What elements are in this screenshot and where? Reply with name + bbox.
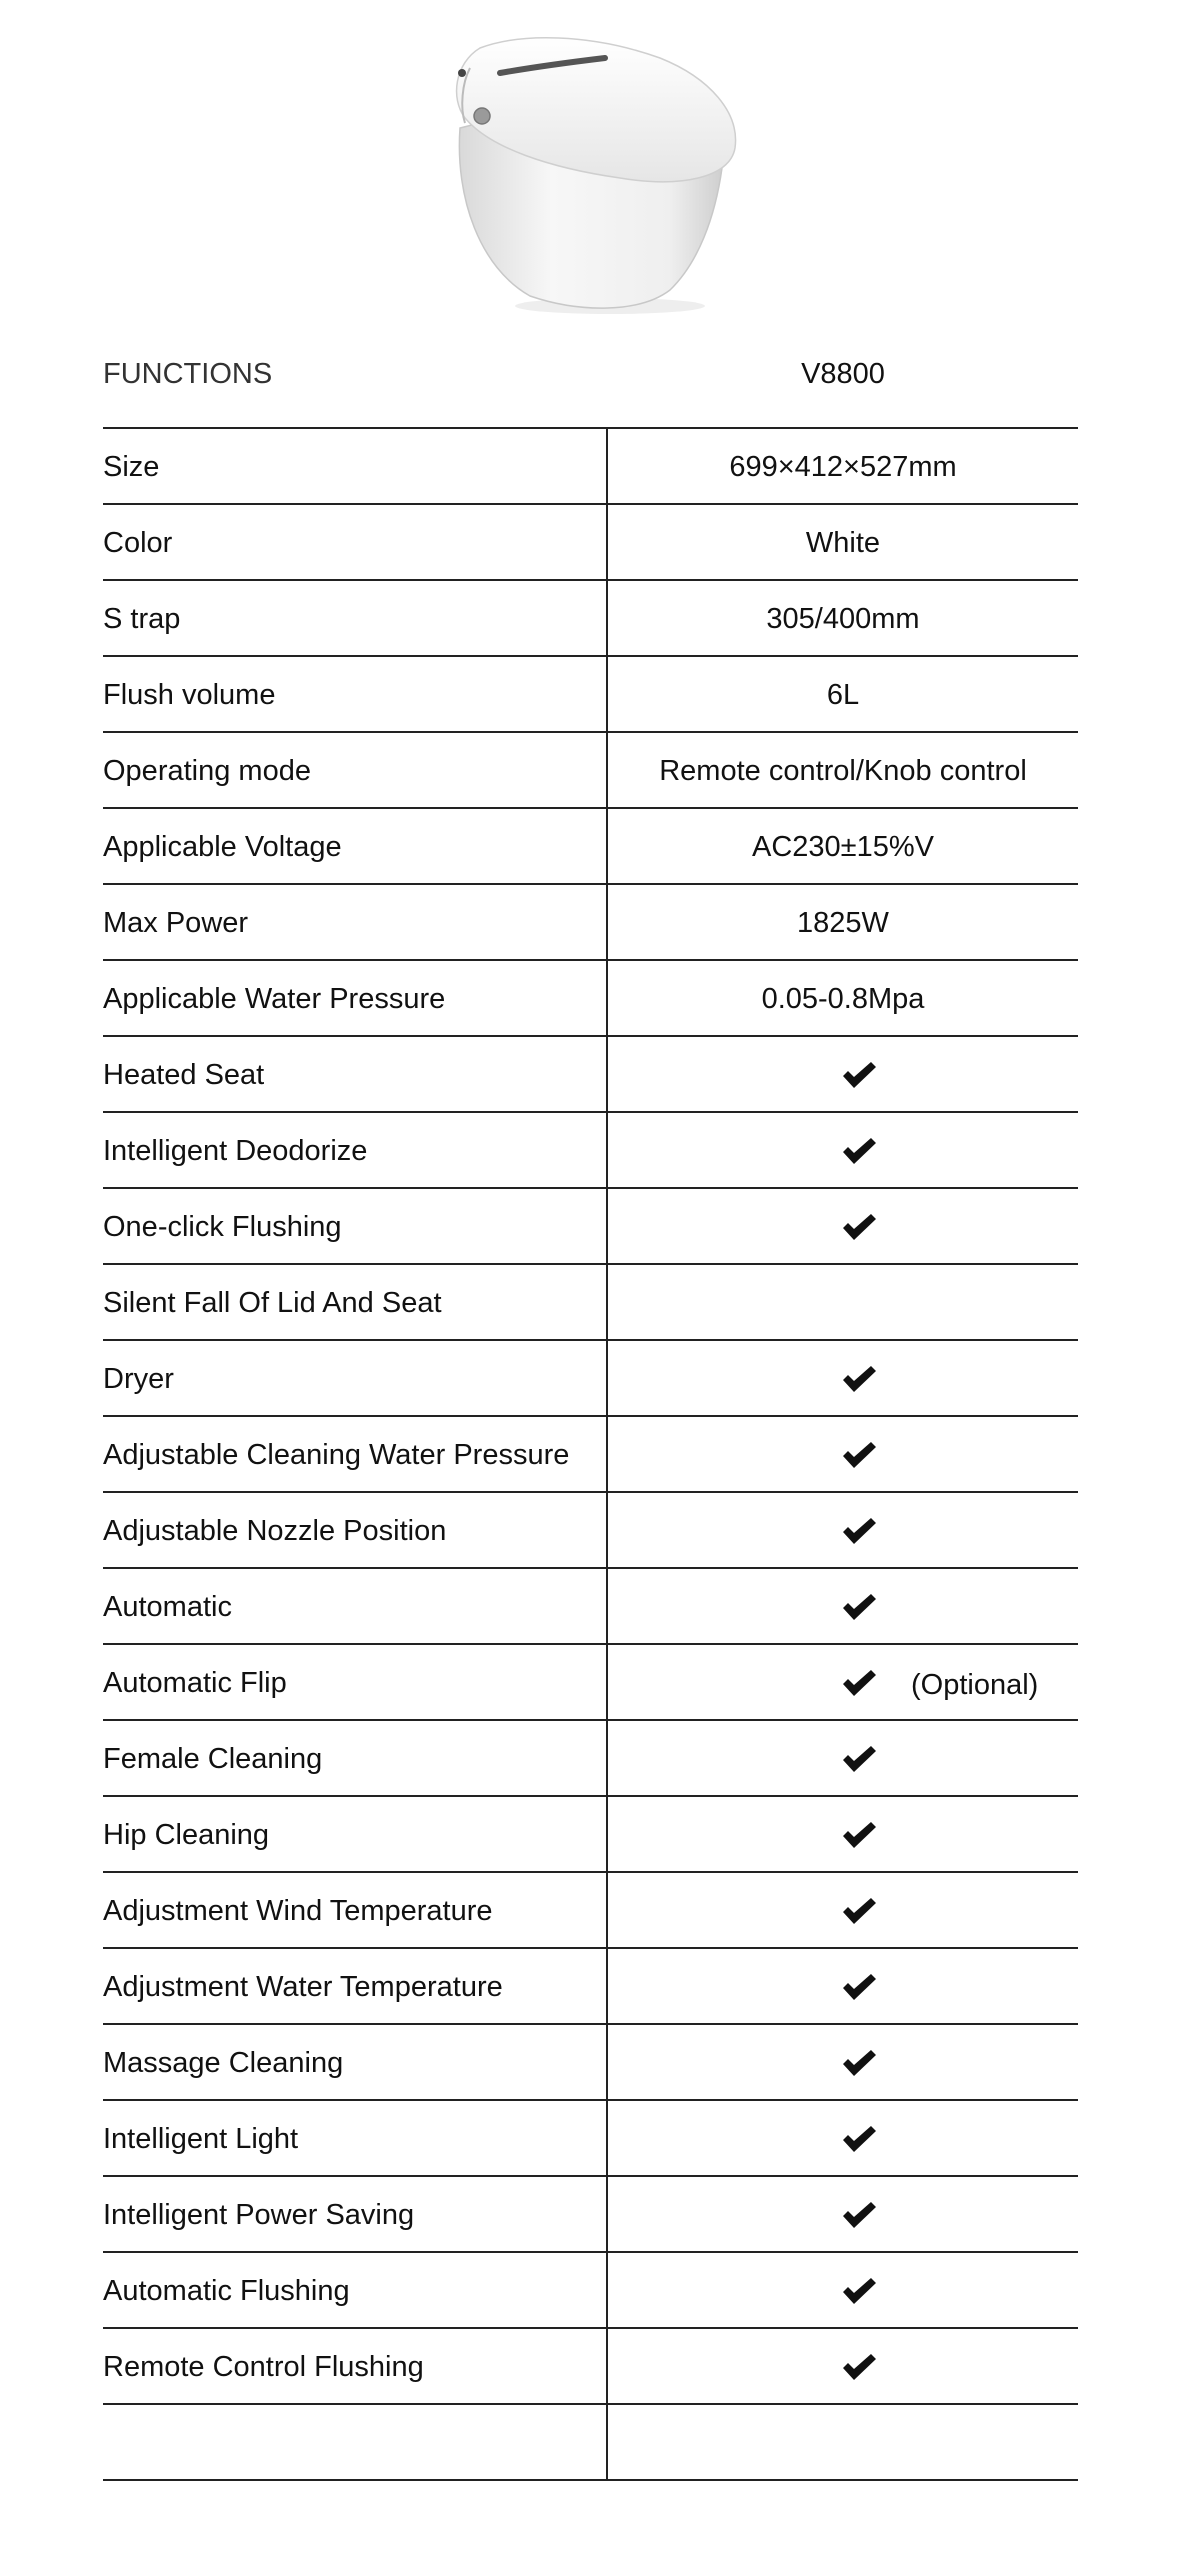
column-divider — [606, 1795, 608, 1871]
column-divider — [606, 1035, 608, 1111]
table-row — [103, 2403, 1078, 2481]
checkmark-icon — [840, 1592, 878, 1622]
table-row — [103, 1263, 1078, 1339]
column-divider — [606, 2403, 608, 2479]
checkmark-icon — [840, 1516, 878, 1546]
table-row — [103, 1491, 1078, 1567]
function-label: Automatic Flip — [103, 1667, 287, 1699]
function-label: Adjustment Wind Temperature — [103, 1895, 493, 1927]
function-label: Remote Control Flushing — [103, 2351, 424, 2383]
functions-column-header: FUNCTIONS — [103, 358, 273, 390]
table-row — [103, 1947, 1078, 2023]
function-label: Intelligent Light — [103, 2123, 299, 2155]
checkmark-icon — [840, 2124, 878, 2154]
table-row — [103, 1111, 1078, 1187]
column-divider — [606, 1187, 608, 1263]
function-label: Adjustment Water Temperature — [103, 1971, 503, 2003]
table-row — [103, 503, 1078, 579]
table-row — [103, 2327, 1078, 2403]
function-label: Intelligent Power Saving — [103, 2199, 415, 2231]
column-divider — [606, 1643, 608, 1719]
spec-value: White — [805, 527, 881, 559]
column-divider — [606, 1719, 608, 1795]
spec-value: Remote control/Knob control — [659, 755, 1027, 787]
checkmark-icon — [840, 1440, 878, 1470]
column-divider — [606, 1567, 608, 1643]
column-divider — [606, 2099, 608, 2175]
table-row — [103, 655, 1078, 731]
table-row — [103, 1567, 1078, 1643]
column-divider — [606, 1947, 608, 2023]
checkmark-icon — [840, 2200, 878, 2230]
table-row — [103, 1339, 1078, 1415]
table-row — [103, 1795, 1078, 1871]
checkmark-icon — [840, 1212, 878, 1242]
function-label: Applicable Water Pressure — [103, 983, 446, 1015]
spec-value: 0.05-0.8Mpa — [761, 983, 925, 1015]
table-row — [103, 1719, 1078, 1795]
function-label: Automatic Flushing — [103, 2275, 350, 2307]
smart-toilet-image — [440, 28, 750, 318]
function-label: Dryer — [103, 1363, 174, 1395]
column-divider — [606, 1263, 608, 1339]
function-label: Color — [103, 527, 173, 559]
column-divider — [606, 1111, 608, 1187]
checkmark-icon — [840, 1972, 878, 2002]
spec-value: 305/400mm — [766, 603, 920, 635]
table-row — [103, 883, 1078, 959]
column-divider — [606, 2175, 608, 2251]
checkmark-icon — [840, 1668, 878, 1698]
spec-table — [103, 427, 1078, 2481]
table-row — [103, 1643, 1078, 1719]
table-header — [103, 350, 1078, 400]
function-label: Female Cleaning — [103, 1743, 323, 1775]
table-row — [103, 2023, 1078, 2099]
checkmark-icon — [840, 1364, 878, 1394]
checkmark-icon — [840, 1896, 878, 1926]
checkmark-icon — [840, 2352, 878, 2382]
function-label: Adjustable Nozzle Position — [103, 1515, 447, 1547]
table-row — [103, 1035, 1078, 1111]
function-label: Hip Cleaning — [103, 1819, 270, 1851]
function-label: Automatic — [103, 1591, 232, 1623]
spec-value: 6L — [826, 679, 860, 711]
table-row — [103, 2251, 1078, 2327]
function-label: S trap — [103, 603, 181, 635]
table-row — [103, 1871, 1078, 1947]
checkmark-icon — [840, 2048, 878, 2078]
function-label: Flush volume — [103, 679, 276, 711]
function-label: Massage Cleaning — [103, 2047, 344, 2079]
table-row — [103, 1415, 1078, 1491]
function-label: Size — [103, 451, 160, 483]
function-label: Operating mode — [103, 755, 311, 787]
function-label: Adjustable Cleaning Water Pressure — [103, 1439, 570, 1471]
table-row — [103, 427, 1078, 503]
checkmark-icon — [840, 1060, 878, 1090]
function-label: One-click Flushing — [103, 1211, 342, 1243]
column-divider — [606, 2023, 608, 2099]
table-row — [103, 2175, 1078, 2251]
checkmark-icon — [840, 2276, 878, 2306]
column-divider — [606, 1871, 608, 1947]
checkmark-icon — [840, 1136, 878, 1166]
column-divider — [606, 1415, 608, 1491]
table-row — [103, 2099, 1078, 2175]
function-label: Applicable Voltage — [103, 831, 342, 863]
table-row — [103, 959, 1078, 1035]
column-divider — [606, 1491, 608, 1567]
function-label: Heated Seat — [103, 1059, 265, 1091]
model-column-header: V8800 — [801, 358, 885, 390]
function-label: Max Power — [103, 907, 249, 939]
table-row — [103, 1187, 1078, 1263]
column-divider — [606, 2327, 608, 2403]
column-divider — [606, 2251, 608, 2327]
function-label: Intelligent Deodorize — [103, 1135, 368, 1167]
spec-value: 1825W — [797, 907, 889, 939]
spec-value: 699×412×527mm — [729, 451, 957, 483]
column-divider — [606, 1339, 608, 1415]
optional-note: (Optional) — [911, 1669, 1039, 1701]
function-label: Silent Fall Of Lid And Seat — [103, 1287, 442, 1319]
table-row — [103, 731, 1078, 807]
table-row — [103, 579, 1078, 655]
checkmark-icon — [840, 1744, 878, 1774]
checkmark-icon — [840, 1820, 878, 1850]
spec-value: AC230±15%V — [752, 831, 934, 863]
table-row — [103, 807, 1078, 883]
